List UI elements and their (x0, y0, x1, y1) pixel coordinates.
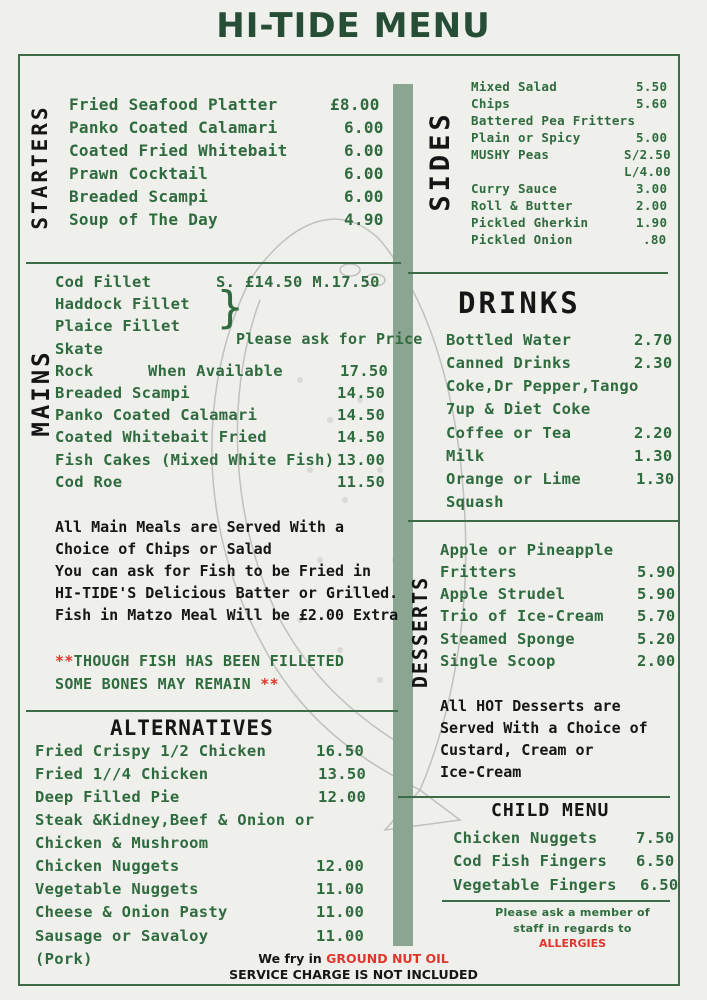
child-item-price: 6.50 (636, 852, 675, 870)
main-fillet-name: Haddock Fillet (55, 295, 190, 313)
bones-warning-line: **THOUGH FISH HAS BEEN FILLETED (55, 652, 345, 670)
side-item-name: Pickled Onion (471, 232, 573, 247)
drink-item-name: 7up & Diet Coke (446, 400, 591, 418)
alt-item-price: 12.00 (318, 788, 367, 806)
drink-item-price: 1.30 (636, 470, 675, 488)
menu-title: HI-TIDE MENU (216, 6, 491, 46)
divider-desserts-child (398, 796, 670, 798)
side-item-price: 1.90 (636, 215, 668, 230)
side-item-name: Pickled Gherkin (471, 215, 589, 230)
divider-mains-alternatives (26, 710, 398, 712)
dessert-item-price: 5.90 (637, 585, 676, 603)
drink-item-price: 2.20 (634, 424, 673, 442)
main-fillet-price: S. £14.50 M.17.50 (216, 273, 380, 291)
alt-item-price: 12.00 (316, 857, 365, 875)
main-item-name: Panko Coated Calamari (55, 406, 258, 424)
child-item-price: 7.50 (636, 829, 675, 847)
main-item-name: Fish Cakes (Mixed White Fish) (55, 451, 335, 469)
side-item-price: .80 (643, 232, 667, 247)
dessert-item-name: Apple Strudel (440, 585, 566, 603)
mains-note-line: HI-TIDE'S Delicious Batter or Grilled. (55, 584, 399, 602)
starter-item-name: Coated Fried Whitebait (69, 141, 288, 160)
drink-item-price: 2.70 (634, 331, 673, 349)
center-divider (393, 84, 413, 946)
starter-item-price: 6.00 (344, 187, 384, 206)
starters-heading: STARTERS (28, 104, 52, 230)
side-item-name: Curry Sauce (471, 181, 558, 196)
main-item-price: 14.50 (337, 406, 386, 424)
side-item-name: MUSHY Peas (471, 147, 550, 162)
alt-item-name: Fried 1//4 Chicken (35, 765, 209, 783)
drink-item-price: 1.30 (634, 447, 673, 465)
main-item-name: Breaded Scampi (55, 384, 190, 402)
main-fillet-name: Cod Fillet (55, 273, 152, 291)
mains-note-line: Choice of Chips or Salad (55, 540, 272, 558)
dessert-item-name: Fritters (440, 563, 518, 581)
drink-item-name: Bottled Water (446, 331, 572, 349)
main-item-price: 11.50 (337, 473, 386, 491)
main-item-name: Coated Whitebait Fried (55, 428, 267, 446)
dessert-item-price: 5.20 (637, 630, 676, 648)
alt-item-price: 11.00 (316, 880, 365, 898)
divider-drinks-desserts (408, 520, 678, 522)
drink-item-price: 2.30 (634, 354, 673, 372)
alt-item-name: Fried Crispy 1/2 Chicken (35, 742, 267, 760)
main-item-price: 14.50 (337, 384, 386, 402)
starter-item-name: Breaded Scampi (69, 187, 209, 206)
starter-item-name: Prawn Cocktail (69, 164, 209, 183)
starter-item-price: 6.00 (344, 141, 384, 160)
desserts-note-line: All HOT Desserts are (440, 697, 621, 715)
desserts-note-line: Custard, Cream or (440, 741, 594, 759)
side-item-name: Chips (471, 96, 511, 111)
drink-item-name: Orange or Lime (446, 470, 581, 488)
dessert-item-price: 5.90 (637, 563, 676, 581)
alt-item-name: Chicken & Mushroom (35, 834, 209, 852)
mains-heading: MAINS (27, 349, 55, 437)
fry-oil-line: We fry in GROUND NUT OIL (258, 951, 449, 966)
fry-oil-name: GROUND NUT OIL (326, 951, 449, 966)
main-item-price: 14.50 (337, 428, 386, 446)
side-item-name: Battered Pea Fritters (471, 113, 636, 128)
bones-warning-line: SOME BONES MAY REMAIN ** (55, 675, 279, 693)
service-charge-note: SERVICE CHARGE IS NOT INCLUDED (229, 967, 478, 982)
drink-item-name: Milk (446, 447, 485, 465)
allergy-line: staff in regards to (513, 922, 632, 935)
child-item-name: Vegetable Fingers (453, 876, 617, 894)
starter-item-price: 6.00 (344, 118, 384, 137)
starter-item-name: Soup of The Day (69, 210, 218, 229)
divider-starters-mains (26, 262, 401, 264)
alternatives-heading: ALTERNATIVES (110, 716, 274, 740)
alt-item-name: Deep Filled Pie (35, 788, 180, 806)
mains-note-line: You can ask for Fish to be Fried in (55, 562, 372, 580)
divider-child-allergy (442, 900, 670, 902)
dessert-item-name: Apple or Pineapple (440, 541, 614, 559)
child-item-price: 6.50 (640, 876, 679, 894)
side-item-price: L/4.00 (624, 164, 671, 179)
dessert-item-price: 2.00 (637, 652, 676, 670)
side-item-price: 5.60 (636, 96, 668, 111)
allergy-keyword: ALLERGIES (538, 937, 607, 950)
side-item-price: 2.00 (636, 198, 668, 213)
divider-sides-drinks (408, 272, 668, 274)
starter-item-price: 4.90 (344, 210, 384, 229)
mains-note-line: Fish in Matzo Meal Will be £2.00 Extra (55, 606, 399, 624)
starter-item-price: 6.00 (344, 164, 384, 183)
alt-item-price: 11.00 (316, 927, 365, 945)
main-fillet-brace: } (217, 282, 244, 333)
child-item-name: Chicken Nuggets (453, 829, 598, 847)
main-ask-price: Please ask for Price (236, 330, 423, 348)
main-item-name: Skate (55, 340, 104, 358)
child-item-name: Cod Fish Fingers (453, 852, 608, 870)
starter-item-price: £8.00 (330, 95, 380, 114)
main-item-price: 13.00 (337, 451, 386, 469)
dessert-item-price: 5.70 (637, 607, 676, 625)
main-fillet-name: Plaice Fillet (55, 317, 181, 335)
alt-item-price: 13.50 (318, 765, 367, 783)
main-item-note: When Available (148, 362, 283, 380)
alt-item-name: Vegetable Nuggets (35, 880, 199, 898)
side-item-name: Plain or Spicy (471, 130, 581, 145)
warning-stars: ** (260, 675, 279, 693)
alt-item-name: Cheese & Onion Pasty (35, 903, 228, 921)
main-item-name: Cod Roe (55, 473, 123, 491)
side-item-price: S/2.50 (624, 147, 671, 162)
desserts-heading: DESSERTS (408, 575, 432, 689)
drink-item-name: Coke,Dr Pepper,Tango (446, 377, 639, 395)
drink-item-name: Squash (446, 493, 504, 511)
alt-item-name: (Pork) (35, 950, 93, 968)
alt-item-name: Chicken Nuggets (35, 857, 180, 875)
starter-item-name: Panko Coated Calamari (69, 118, 278, 137)
drink-item-name: Canned Drinks (446, 354, 572, 372)
alt-item-name: Steak &Kidney,Beef & Onion or (35, 811, 315, 829)
dessert-item-name: Single Scoop (440, 652, 556, 670)
child-menu-heading: CHILD MENU (491, 800, 610, 821)
side-item-name: Roll & Butter (471, 198, 573, 213)
main-item-name: Rock (55, 362, 94, 380)
desserts-note-line: Served With a Choice of (440, 719, 648, 737)
main-item-price: 17.50 (340, 362, 389, 380)
sides-heading: SIDES (425, 110, 456, 212)
side-item-price: 5.00 (636, 130, 668, 145)
alt-item-price: 11.00 (316, 903, 365, 921)
desserts-note-line: Ice-Cream (440, 763, 522, 781)
side-item-price: 5.50 (636, 79, 668, 94)
drinks-heading: DRINKS (458, 286, 581, 320)
allergy-line: Please ask a member of (495, 906, 650, 919)
alt-item-name: Sausage or Savaloy (35, 927, 209, 945)
side-item-name: Mixed Salad (471, 79, 558, 94)
alt-item-price: 16.50 (316, 742, 365, 760)
side-item-price: 3.00 (636, 181, 668, 196)
starter-item-name: Fried Seafood Platter (69, 95, 278, 114)
mains-note-line: All Main Meals are Served With a (55, 518, 344, 536)
dessert-item-name: Steamed Sponge (440, 630, 575, 648)
drink-item-name: Coffee or Tea (446, 424, 572, 442)
dessert-item-name: Trio of Ice-Cream (440, 607, 604, 625)
warning-stars: ** (55, 652, 74, 670)
